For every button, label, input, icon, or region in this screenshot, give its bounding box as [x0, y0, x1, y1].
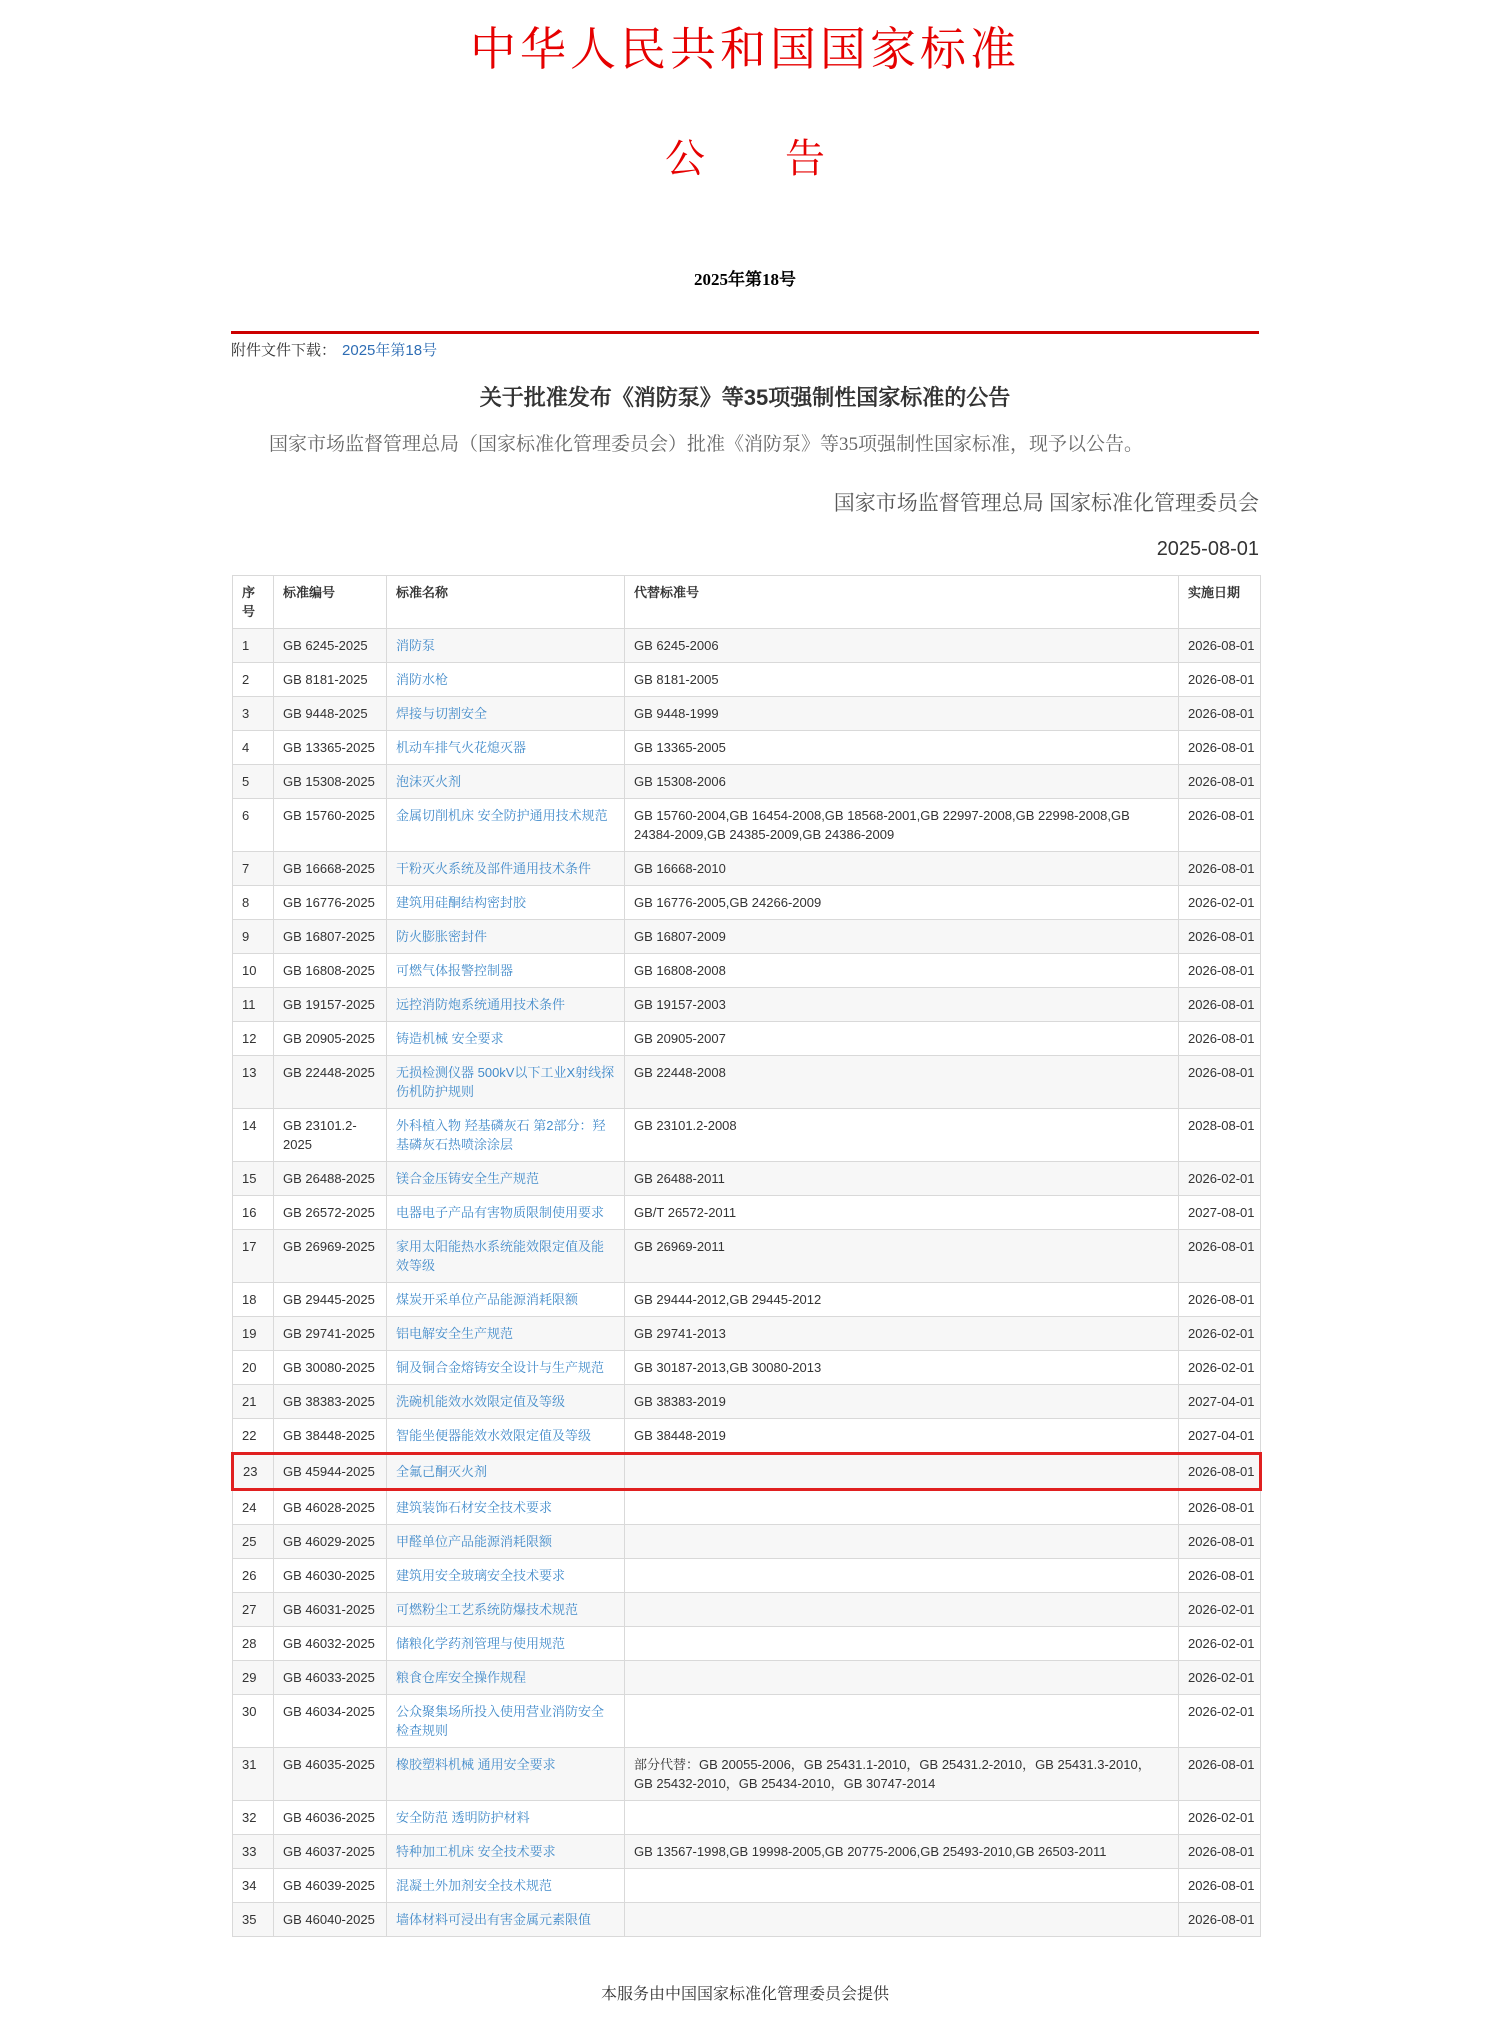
standard-name-link[interactable]: 消防水枪	[396, 672, 449, 688]
table-row	[233, 1801, 1261, 1835]
cell-implementation-date: 2026-08-01	[1179, 920, 1261, 954]
cell-replaced-standards: GB 38383-2019	[625, 1385, 1179, 1419]
cell-replaced-standards	[625, 1627, 1179, 1661]
cell-standard-name	[387, 920, 625, 954]
cell-implementation-date: 2026-08-01	[1179, 1748, 1261, 1801]
cell-seq: 35	[233, 1903, 274, 1937]
table-row	[233, 1835, 1261, 1869]
cell-standard-code: GB 38448-2025	[274, 1419, 387, 1454]
cell-standard-name	[387, 1454, 625, 1490]
cell-standard-name	[387, 1419, 625, 1454]
cell-replaced-standards: GB 13365-2005	[625, 731, 1179, 765]
standard-name-link[interactable]: 甲醛单位产品能源消耗限额	[396, 1534, 553, 1550]
cell-replaced-standards: GB 9448-1999	[625, 697, 1179, 731]
cell-standard-name	[387, 1109, 625, 1162]
cell-standard-name	[387, 1490, 625, 1525]
table-row	[233, 1490, 1261, 1525]
column-header-seq: 序号	[233, 576, 274, 629]
announcement-body: 国家市场监督管理总局（国家标准化管理委员会）批准《消防泵》等35项强制性国家标准，现予以公告。	[269, 434, 1144, 456]
cell-implementation-date: 2026-08-01	[1179, 731, 1261, 765]
cell-standard-code: GB 22448-2025	[274, 1056, 387, 1109]
cell-seq: 3	[233, 697, 274, 731]
cell-standard-name	[387, 1317, 625, 1351]
document-subtitle: 公 告	[665, 136, 825, 181]
attachment-row	[231, 341, 1259, 361]
cell-standard-name	[387, 1695, 625, 1748]
table-row-highlighted	[233, 1454, 1261, 1490]
cell-implementation-date: 2026-08-01	[1179, 663, 1261, 697]
table-row	[233, 1317, 1261, 1351]
standard-name-link[interactable]: 消防泵	[396, 638, 436, 654]
cell-standard-code: GB 26488-2025	[274, 1162, 387, 1196]
standard-name-link[interactable]: 智能坐便器能效水效限定值及等级	[396, 1428, 592, 1444]
cell-implementation-date: 2026-08-01	[1179, 988, 1261, 1022]
cell-standard-name	[387, 1525, 625, 1559]
cell-replaced-standards: GB 29444-2012,GB 29445-2012	[625, 1283, 1179, 1317]
standard-name-link[interactable]: 安全防范 透明防护材料	[396, 1810, 530, 1826]
cell-standard-code: GB 23101.2-2025	[274, 1109, 387, 1162]
standard-name-link[interactable]: 混凝土外加剂安全技术规范	[396, 1878, 553, 1894]
cell-implementation-date: 2026-08-01	[1179, 1283, 1261, 1317]
cell-standard-name	[387, 1196, 625, 1230]
cell-standard-code: GB 46030-2025	[274, 1559, 387, 1593]
cell-standard-code: GB 46034-2025	[274, 1695, 387, 1748]
cell-replaced-standards: GB 13567-1998,GB 19998-2005,GB 20775-2006,GB 25493-2010,GB 26503-2011	[625, 1835, 1179, 1869]
cell-standard-code: GB 19157-2025	[274, 988, 387, 1022]
cell-implementation-date: 2026-08-01	[1179, 1490, 1261, 1525]
cell-replaced-standards: GB 20905-2007	[625, 1022, 1179, 1056]
standard-name-link[interactable]: 建筑用安全玻璃安全技术要求	[396, 1568, 566, 1584]
cell-implementation-date: 2026-08-01	[1179, 799, 1261, 852]
cell-standard-name	[387, 1661, 625, 1695]
standard-name-link[interactable]: 远控消防炮系统通用技术条件	[396, 997, 566, 1013]
cell-standard-name	[387, 1748, 625, 1801]
cell-seq: 22	[233, 1419, 274, 1454]
cell-replaced-standards	[625, 1661, 1179, 1695]
cell-standard-code: GB 13365-2025	[274, 731, 387, 765]
cell-standard-name	[387, 1162, 625, 1196]
cell-seq: 7	[233, 852, 274, 886]
cell-implementation-date: 2026-08-01	[1179, 1056, 1261, 1109]
cell-standard-code: GB 29741-2025	[274, 1317, 387, 1351]
cell-seq: 6	[233, 799, 274, 852]
standard-name-link[interactable]: 铜及铜合金熔铸安全设计与生产规范	[396, 1360, 605, 1376]
standard-name-link[interactable]: 全氟己酮灭火剂	[396, 1464, 488, 1480]
standard-name-link[interactable]: 公众聚集场所投入使用营业消防安全检查规则	[396, 1704, 605, 1739]
cell-standard-code: GB 46040-2025	[274, 1903, 387, 1937]
cell-seq: 30	[233, 1695, 274, 1748]
standard-name-link[interactable]: 镁合金压铸安全生产规范	[396, 1171, 540, 1187]
cell-standard-code: GB 9448-2025	[274, 697, 387, 731]
cell-standard-name	[387, 1835, 625, 1869]
cell-replaced-standards	[625, 1801, 1179, 1835]
standard-name-link[interactable]: 无损检测仪器 500kV以下工业X射线探伤机防护规则	[396, 1065, 615, 1100]
cell-implementation-date: 2027-04-01	[1179, 1419, 1261, 1454]
cell-seq: 24	[233, 1490, 274, 1525]
cell-implementation-date: 2027-04-01	[1179, 1385, 1261, 1419]
cell-implementation-date: 2026-08-01	[1179, 697, 1261, 731]
standard-name-link[interactable]: 机动车排气火花熄灭器	[396, 740, 527, 756]
cell-replaced-standards: GB 38448-2019	[625, 1419, 1179, 1454]
cell-implementation-date: 2026-02-01	[1179, 1162, 1261, 1196]
cell-standard-name	[387, 663, 625, 697]
cell-replaced-standards: GB 26488-2011	[625, 1162, 1179, 1196]
cell-seq: 26	[233, 1559, 274, 1593]
cell-implementation-date: 2026-08-01	[1179, 1559, 1261, 1593]
cell-standard-code: GB 26572-2025	[274, 1196, 387, 1230]
cell-standard-name	[387, 1627, 625, 1661]
column-header-standard-name: 标准名称	[387, 576, 625, 629]
cell-standard-code: GB 16808-2025	[274, 954, 387, 988]
cell-implementation-date: 2026-08-01	[1179, 1230, 1261, 1283]
cell-seq: 20	[233, 1351, 274, 1385]
cell-standard-code: GB 46035-2025	[274, 1748, 387, 1801]
cell-standard-code: GB 46028-2025	[274, 1490, 387, 1525]
red-divider-rule	[231, 331, 1259, 334]
cell-implementation-date: 2026-08-01	[1179, 1525, 1261, 1559]
table-row	[233, 629, 1261, 663]
table-row	[233, 697, 1261, 731]
cell-replaced-standards	[625, 1454, 1179, 1490]
table-row	[233, 920, 1261, 954]
table-row	[233, 1230, 1261, 1283]
table-row	[233, 1351, 1261, 1385]
cell-standard-name	[387, 1022, 625, 1056]
cell-implementation-date: 2026-08-01	[1179, 765, 1261, 799]
cell-standard-code: GB 16776-2025	[274, 886, 387, 920]
cell-replaced-standards	[625, 1695, 1179, 1748]
standard-name-link[interactable]: 洗碗机能效水效限定值及等级	[396, 1394, 566, 1410]
column-header-standard-code: 标准编号	[274, 576, 387, 629]
cell-replaced-standards	[625, 1525, 1179, 1559]
cell-standard-name	[387, 852, 625, 886]
cell-standard-code: GB 46037-2025	[274, 1835, 387, 1869]
cell-seq: 32	[233, 1801, 274, 1835]
cell-replaced-standards: GB 29741-2013	[625, 1317, 1179, 1351]
table-row	[233, 1419, 1261, 1454]
cell-standard-code: GB 16807-2025	[274, 920, 387, 954]
table-row	[233, 1283, 1261, 1317]
cell-seq: 1	[233, 629, 274, 663]
cell-seq: 12	[233, 1022, 274, 1056]
cell-standard-name	[387, 886, 625, 920]
table-row	[233, 1869, 1261, 1903]
cell-replaced-standards: GB 16776-2005,GB 24266-2009	[625, 886, 1179, 920]
attachment-label: 附件文件下载：	[231, 342, 337, 359]
cell-standard-name	[387, 765, 625, 799]
cell-standard-code: GB 45944-2025	[274, 1454, 387, 1490]
standard-name-link[interactable]: 特种加工机床 安全技术要求	[396, 1844, 556, 1860]
standard-name-link[interactable]: 可燃气体报警控制器	[396, 963, 514, 979]
cell-seq: 27	[233, 1593, 274, 1627]
column-header-implementation-date: 实施日期	[1179, 576, 1261, 629]
cell-standard-code: GB 46036-2025	[274, 1801, 387, 1835]
cell-seq: 15	[233, 1162, 274, 1196]
table-row	[233, 852, 1261, 886]
attachment-download-link[interactable]: 2025年第18号	[342, 342, 438, 359]
cell-replaced-standards	[625, 1903, 1179, 1937]
cell-implementation-date: 2026-08-01	[1179, 954, 1261, 988]
cell-implementation-date: 2026-02-01	[1179, 1661, 1261, 1695]
cell-implementation-date: 2026-08-01	[1179, 852, 1261, 886]
cell-replaced-standards: GB 16808-2008	[625, 954, 1179, 988]
standard-name-link[interactable]: 铝电解安全生产规范	[396, 1326, 514, 1342]
cell-standard-code: GB 8181-2025	[274, 663, 387, 697]
cell-standard-code: GB 16668-2025	[274, 852, 387, 886]
cell-standard-name	[387, 1559, 625, 1593]
cell-implementation-date: 2026-08-01	[1179, 1835, 1261, 1869]
standard-name-link[interactable]: 家用太阳能热水系统能效限定值及能效等级	[396, 1239, 605, 1274]
cell-implementation-date: 2026-08-01	[1179, 1903, 1261, 1937]
table-row	[233, 799, 1261, 852]
cell-replaced-standards: GB 16807-2009	[625, 920, 1179, 954]
table-row	[233, 988, 1261, 1022]
cell-implementation-date: 2026-08-01	[1179, 1869, 1261, 1903]
cell-replaced-standards: GB 30187-2013,GB 30080-2013	[625, 1351, 1179, 1385]
cell-replaced-standards	[625, 1559, 1179, 1593]
cell-seq: 29	[233, 1661, 274, 1695]
cell-replaced-standards: GB 19157-2003	[625, 988, 1179, 1022]
standard-name-link[interactable]: 煤炭开采单位产品能源消耗限额	[396, 1292, 579, 1308]
table-row	[233, 1627, 1261, 1661]
cell-standard-code: GB 46033-2025	[274, 1661, 387, 1695]
table-row	[233, 1385, 1261, 1419]
cell-seq: 2	[233, 663, 274, 697]
cell-seq: 16	[233, 1196, 274, 1230]
cell-implementation-date: 2026-08-01	[1179, 1022, 1261, 1056]
standard-name-link[interactable]: 防火膨胀密封件	[396, 929, 488, 945]
standards-table	[231, 575, 1262, 1937]
standard-name-link[interactable]: 铸造机械 安全要求	[396, 1031, 504, 1047]
cell-standard-name	[387, 697, 625, 731]
table-row	[233, 1196, 1261, 1230]
cell-implementation-date: 2026-02-01	[1179, 1317, 1261, 1351]
cell-seq: 19	[233, 1317, 274, 1351]
cell-standard-name	[387, 1230, 625, 1283]
cell-standard-name	[387, 1903, 625, 1937]
cell-standard-code: GB 26969-2025	[274, 1230, 387, 1283]
cell-seq: 28	[233, 1627, 274, 1661]
cell-implementation-date: 2026-02-01	[1179, 886, 1261, 920]
cell-seq: 11	[233, 988, 274, 1022]
standard-name-link[interactable]: 外科植入物 羟基磷灰石 第2部分：羟基磷灰石热喷涂涂层	[396, 1118, 606, 1153]
table-row	[233, 1559, 1261, 1593]
cell-implementation-date: 2028-08-01	[1179, 1109, 1261, 1162]
cell-replaced-standards: 部分代替：GB 20055-2006，GB 25431.1-2010，GB 25431.2-2010，GB 25431.3-2010，GB 25432-2010，GB 25434-2010，GB 30747-2014	[625, 1748, 1179, 1801]
standard-name-link[interactable]: 橡胶塑料机械 通用安全要求	[396, 1757, 556, 1773]
standard-name-link[interactable]: 储粮化学药剂管理与使用规范	[396, 1636, 566, 1652]
cell-seq: 8	[233, 886, 274, 920]
cell-standard-code: GB 38383-2025	[274, 1385, 387, 1419]
footer-service-note: 本服务由中国国家标准化管理委员会提供	[600, 1986, 889, 2004]
issuing-agencies: 国家市场监督管理总局 国家标准化管理委员会	[833, 491, 1259, 516]
document-title: 中华人民共和国国家标准	[470, 24, 1020, 75]
standard-name-link[interactable]: 电器电子产品有害物质限制使用要求	[396, 1205, 605, 1221]
page-content	[231, 0, 1259, 2032]
cell-standard-name	[387, 1801, 625, 1835]
cell-standard-code: GB 46039-2025	[274, 1869, 387, 1903]
cell-standard-name	[387, 1351, 625, 1385]
cell-standard-code: GB 15308-2025	[274, 765, 387, 799]
cell-replaced-standards: GB 16668-2010	[625, 852, 1179, 886]
cell-standard-name	[387, 1385, 625, 1419]
table-row	[233, 1162, 1261, 1196]
cell-replaced-standards: GB 15760-2004,GB 16454-2008,GB 18568-2001,GB 22997-2008,GB 22998-2008,GB 24384-2009,GB 24385-2009,GB 24386-2009	[625, 799, 1179, 852]
table-row	[233, 1748, 1261, 1801]
cell-seq: 33	[233, 1835, 274, 1869]
cell-standard-name	[387, 799, 625, 852]
cell-standard-name	[387, 988, 625, 1022]
cell-replaced-standards: GB 26969-2011	[625, 1230, 1179, 1283]
cell-standard-name	[387, 1056, 625, 1109]
cell-standard-name	[387, 629, 625, 663]
cell-standard-code: GB 20905-2025	[274, 1022, 387, 1056]
cell-replaced-standards	[625, 1593, 1179, 1627]
table-row	[233, 765, 1261, 799]
cell-standard-name	[387, 731, 625, 765]
cell-replaced-standards: GB 8181-2005	[625, 663, 1179, 697]
table-row	[233, 1661, 1261, 1695]
table-header-row	[233, 576, 1261, 629]
cell-implementation-date: 2026-02-01	[1179, 1627, 1261, 1661]
table-row	[233, 954, 1261, 988]
cell-standard-code: GB 29445-2025	[274, 1283, 387, 1317]
cell-seq: 23	[233, 1454, 274, 1490]
cell-seq: 9	[233, 920, 274, 954]
cell-standard-code: GB 46029-2025	[274, 1525, 387, 1559]
announcement-date: 2025-08-01	[1156, 538, 1259, 561]
cell-standard-name	[387, 954, 625, 988]
cell-seq: 34	[233, 1869, 274, 1903]
announcement-title: 关于批准发布《消防泵》等35项强制性国家标准的公告	[479, 385, 1011, 410]
table-row	[233, 731, 1261, 765]
cell-implementation-date: 2026-02-01	[1179, 1801, 1261, 1835]
cell-seq: 4	[233, 731, 274, 765]
cell-seq: 14	[233, 1109, 274, 1162]
standard-name-link[interactable]: 建筑用硅酮结构密封胶	[396, 895, 527, 911]
cell-seq: 13	[233, 1056, 274, 1109]
cell-implementation-date: 2026-02-01	[1179, 1593, 1261, 1627]
cell-standard-name	[387, 1593, 625, 1627]
cell-seq: 10	[233, 954, 274, 988]
cell-seq: 25	[233, 1525, 274, 1559]
cell-standard-name	[387, 1283, 625, 1317]
cell-standard-code: GB 46031-2025	[274, 1593, 387, 1627]
table-row	[233, 1525, 1261, 1559]
standard-name-link[interactable]: 墙体材料可浸出有害金属元素限值	[396, 1912, 592, 1928]
cell-implementation-date: 2026-02-01	[1179, 1351, 1261, 1385]
cell-seq: 5	[233, 765, 274, 799]
standard-name-link[interactable]: 金属切削机床 安全防护通用技术规范	[396, 808, 608, 824]
cell-replaced-standards	[625, 1869, 1179, 1903]
cell-standard-code: GB 30080-2025	[274, 1351, 387, 1385]
cell-standard-code: GB 46032-2025	[274, 1627, 387, 1661]
cell-seq: 18	[233, 1283, 274, 1317]
cell-seq: 31	[233, 1748, 274, 1801]
cell-implementation-date: 2026-02-01	[1179, 1695, 1261, 1748]
column-header-replaced-standards: 代替标准号	[625, 576, 1179, 629]
cell-replaced-standards	[625, 1490, 1179, 1525]
table-row	[233, 1022, 1261, 1056]
standard-name-link[interactable]: 焊接与切割安全	[396, 706, 488, 722]
table-row	[233, 1056, 1261, 1109]
cell-standard-name	[387, 1869, 625, 1903]
cell-replaced-standards: GB 22448-2008	[625, 1056, 1179, 1109]
cell-seq: 17	[233, 1230, 274, 1283]
cell-implementation-date: 2027-08-01	[1179, 1196, 1261, 1230]
issue-number: 2025年第18号	[694, 270, 796, 289]
cell-standard-code: GB 6245-2025	[274, 629, 387, 663]
cell-replaced-standards: GB 15308-2006	[625, 765, 1179, 799]
standard-name-link[interactable]: 可燃粉尘工艺系统防爆技术规范	[396, 1602, 579, 1618]
table-row	[233, 663, 1261, 697]
table-row	[233, 1695, 1261, 1748]
table-row	[233, 1593, 1261, 1627]
cell-replaced-standards: GB/T 26572-2011	[625, 1196, 1179, 1230]
table-row	[233, 1903, 1261, 1937]
standard-name-link[interactable]: 干粉灭火系统及部件通用技术条件	[396, 861, 592, 877]
cell-replaced-standards: GB 23101.2-2008	[625, 1109, 1179, 1162]
cell-replaced-standards: GB 6245-2006	[625, 629, 1179, 663]
standard-name-link[interactable]: 建筑装饰石材安全技术要求	[396, 1500, 553, 1516]
cell-implementation-date: 2026-08-01	[1179, 1454, 1261, 1490]
standard-name-link[interactable]: 粮食仓库安全操作规程	[396, 1670, 527, 1686]
cell-seq: 21	[233, 1385, 274, 1419]
standard-name-link[interactable]: 泡沫灭火剂	[396, 774, 462, 790]
table-row	[233, 886, 1261, 920]
table-row	[233, 1109, 1261, 1162]
cell-standard-code: GB 15760-2025	[274, 799, 387, 852]
cell-implementation-date: 2026-08-01	[1179, 629, 1261, 663]
